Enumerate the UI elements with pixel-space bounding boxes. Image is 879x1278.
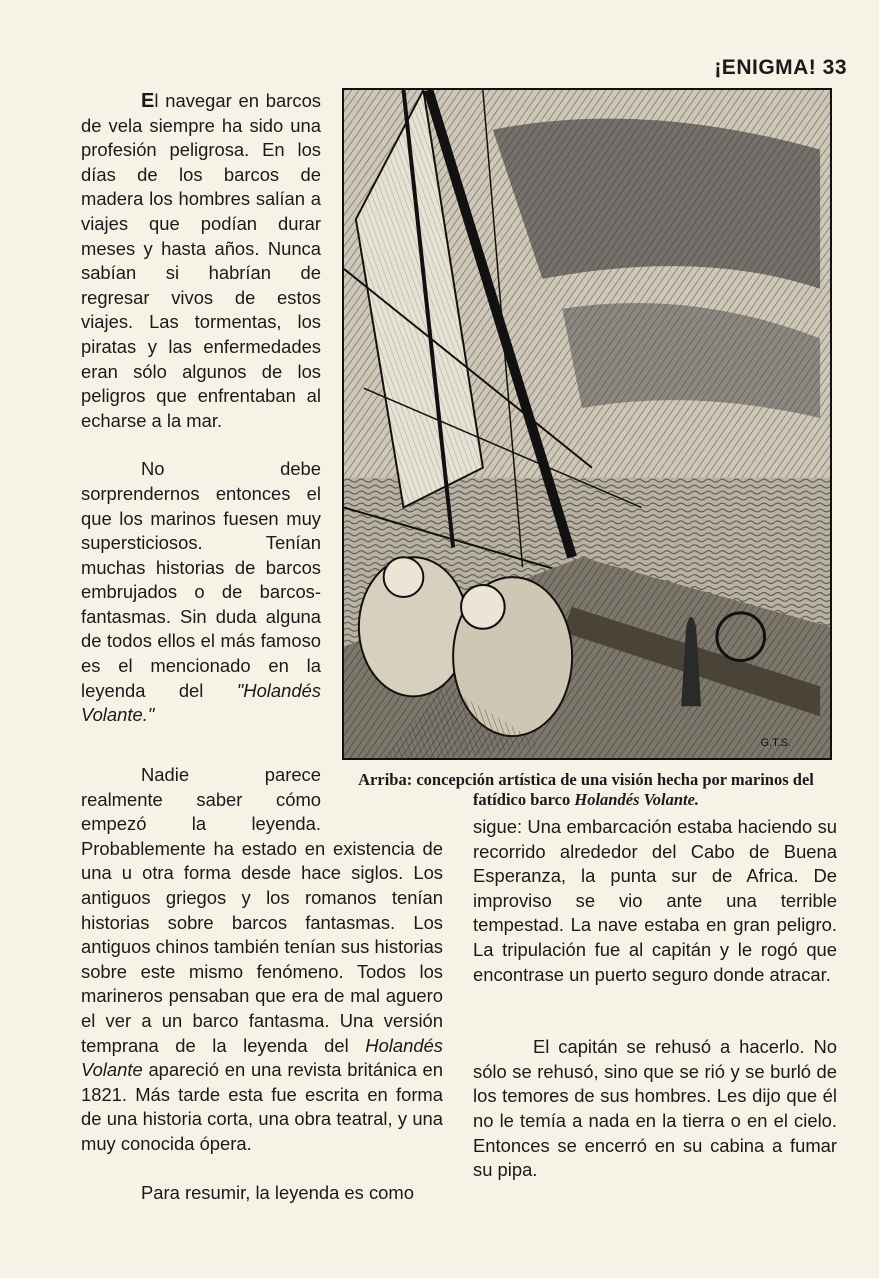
paragraph-captain: El capitán se rehusó a hacerlo. No sólo se rehusó, sino que se rió y se burló de los temores de sus hombres. Les dijo que él no le temía a nada en la tierra o en el cielo. Entonces se encerró en su cabina a fumar su pipa. — [473, 1036, 837, 1181]
illustration-ghost-ship — [342, 88, 832, 760]
paragraph-summary: Para resumir, la leyenda es como — [141, 1181, 414, 1203]
paragraph-intro — [81, 89, 321, 433]
caption-text: Arriba: concepción artística de una visión hecha por marinos del fatídico barco — [358, 770, 814, 809]
caption-italic: Holandés Volante. — [574, 790, 700, 809]
left-column-bottom — [81, 763, 443, 1205]
paragraph-origin-end: apareció en una revista británica en 1821. Más tarde esta fue escrita en forma de una historia corta, una obra teatral, y una muy conocida ópera. — [81, 1059, 443, 1154]
paragraph-origin-text — [81, 764, 443, 1056]
paragraph-superstition-text: No debe sorprendernos entonces el que los marinos fuesen muy supersticiosos. Tenían muchas historias de barcos embrujados o de barcos-fantasmas. Sin duda alguna de todos ellos el más famoso es el mencionado en la leyenda del — [81, 458, 321, 701]
paragraph-intro-text: l navegar en barcos de vela siempre ha sido una profesión peligrosa. En los días de los barcos de madera los hombres salían a viajes que podían durar meses y hasta años. Nunca sabían si habrían de regresar vivos de estos viajes. Las tormentas, los piratas y las enfermedades eran sólo algunos de los peligros que enfrentaban al echarse a la mar. — [81, 90, 321, 431]
legend-title-2: Holandés Volante — [81, 1034, 443, 1081]
right-column — [473, 815, 837, 1183]
paragraph-origin — [81, 763, 443, 1157]
drop-cap: E — [141, 90, 155, 112]
paragraph-story: sigue: Una embarcación estaba haciendo su recorrido alrededor del Cabo de Buena Esperanza, la punta sur de Africa. De improviso se vio ante una terrible tempestad. La nave estaba en gran peligro. La tripulación fue al capitán y le rogó que encontrase un puerto seguro donde atracar. — [473, 816, 837, 985]
page-header: ¡ENIGMA! 33 — [714, 56, 847, 79]
paragraph-origin-start: Nadie parece realmente saber cómo empezó la leyenda. Probablemente ha estado en existencia de una u otra forma desde hace siglos. Los antiguos griegos y los romanos tenían historias sobre barcos fantasmas. Los antiguos chinos también tenían sus historias sobre este mismo fenómeno. Todos los marineros pensaban que era de mal aguero el ver a un barco fantasma. Una versión temprana de la leyenda del — [81, 764, 443, 1056]
legend-title: "Holandés Volante." — [81, 679, 321, 726]
artist-signature: G.T.S. — [760, 737, 791, 750]
paragraph-superstition — [81, 457, 321, 728]
left-column-top — [81, 89, 321, 728]
storm-ship-illustration — [344, 90, 830, 758]
